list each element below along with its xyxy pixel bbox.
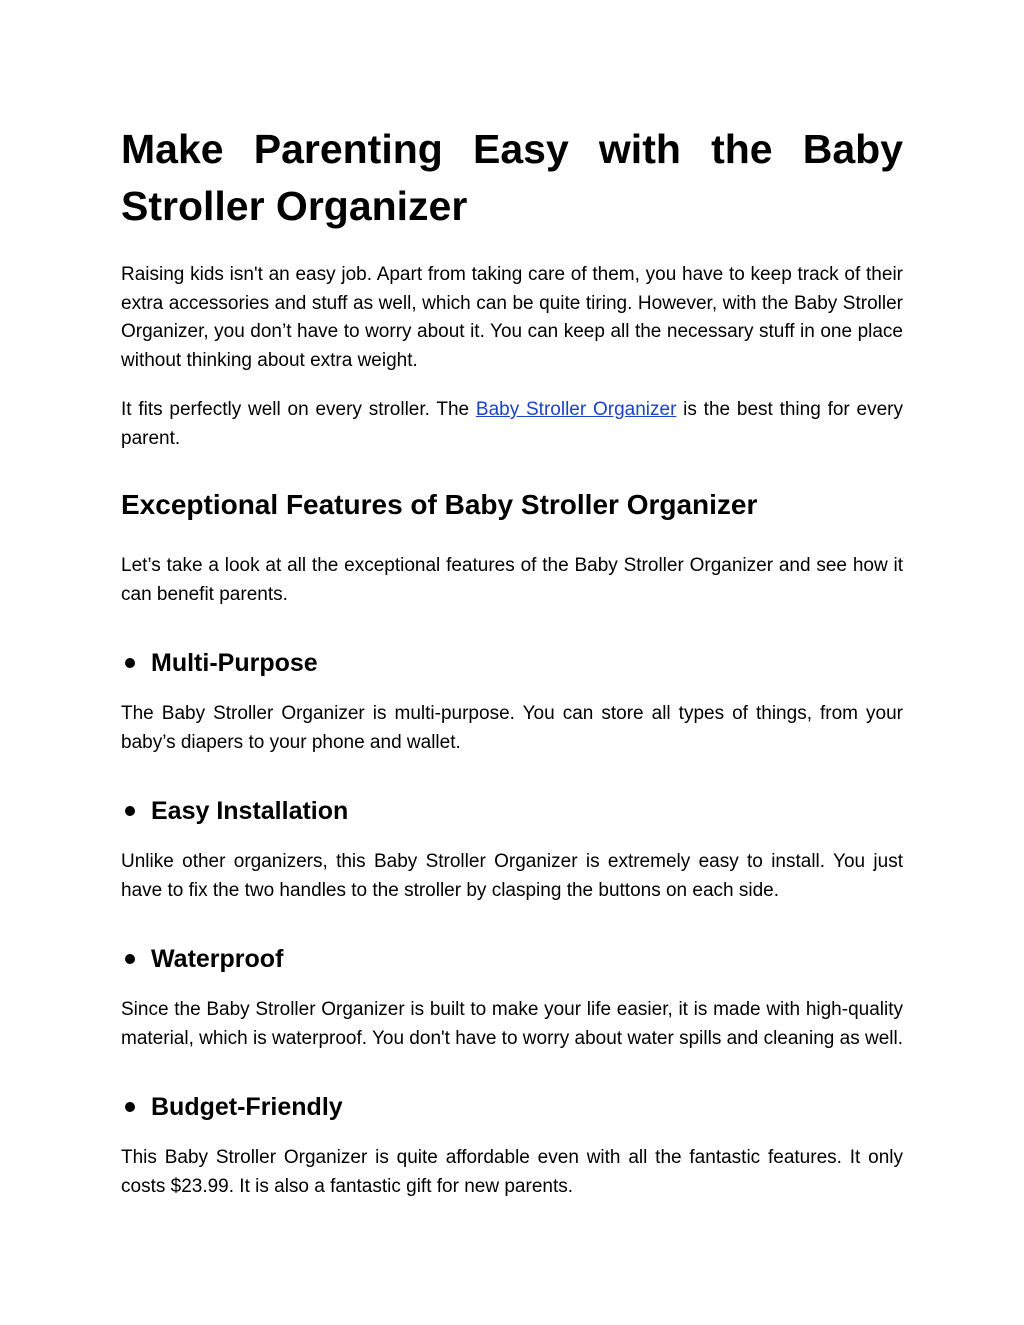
- bullet-icon: [125, 1102, 135, 1112]
- section-intro: Let’s take a look at all the exceptional features of the Baby Stroller Organizer and see how it can benefit parents.: [121, 555, 903, 605]
- feature-text-budget-friendly: This Baby Stroller Organizer is quite affordable even with all the fantastic features. It only costs $23.99. It is also a fantastic gift for new parents.: [121, 1147, 903, 1197]
- feature-heading-label: Waterproof: [151, 945, 284, 973]
- feature-text-waterproof: Since the Baby Stroller Organizer is built to make your life easier, it is made with high-quality material, which is waterproof. You don't have to worry about water spills and cleaning as well.: [121, 999, 903, 1049]
- second-paragraph: [121, 396, 903, 453]
- feature-heading-label: Easy Installation: [151, 797, 349, 825]
- bullet-icon: [125, 954, 135, 964]
- section-heading: Exceptional Features of Baby Stroller Organizer: [121, 489, 758, 520]
- intro-paragraph: Raising kids isn't an easy job. Apart from taking care of them, you have to keep track of their extra accessories and stuff as well, which can be quite tiring. However, with the Baby Stroller Organizer, you don’t have to worry about it. You can keep all the necessary stuff in one place without thinking about extra weight.: [121, 264, 903, 371]
- bullet-icon: [125, 658, 135, 668]
- feature-heading-label: Multi-Purpose: [151, 649, 318, 677]
- document-title: Make Parenting Easy with the Baby Stroller Organizer: [121, 126, 903, 229]
- baby-stroller-organizer-link[interactable]: Baby Stroller Organizer: [475, 399, 677, 420]
- feature-heading-easy-installation: [121, 794, 903, 828]
- feature-heading-budget-friendly: [121, 1090, 903, 1124]
- bullet-icon: [125, 806, 135, 816]
- feature-heading-label: Budget-Friendly: [151, 1093, 343, 1121]
- feature-heading-waterproof: [121, 942, 903, 976]
- second-paragraph-text-after: is the best thing for every parent.: [121, 399, 903, 449]
- feature-heading-multi-purpose: [121, 646, 903, 680]
- feature-text-easy-installation: Unlike other organizers, this Baby Stroller Organizer is extremely easy to install. You just have to fix the two handles to the stroller by clasping the buttons on each side.: [121, 851, 903, 901]
- document-page: [121, 121, 903, 1201]
- feature-text-multi-purpose: The Baby Stroller Organizer is multi-purpose. You can store all types of things, from your baby’s diapers to your phone and wallet.: [121, 703, 903, 753]
- second-paragraph-text-before: It fits perfectly well on every stroller. The: [121, 399, 476, 420]
